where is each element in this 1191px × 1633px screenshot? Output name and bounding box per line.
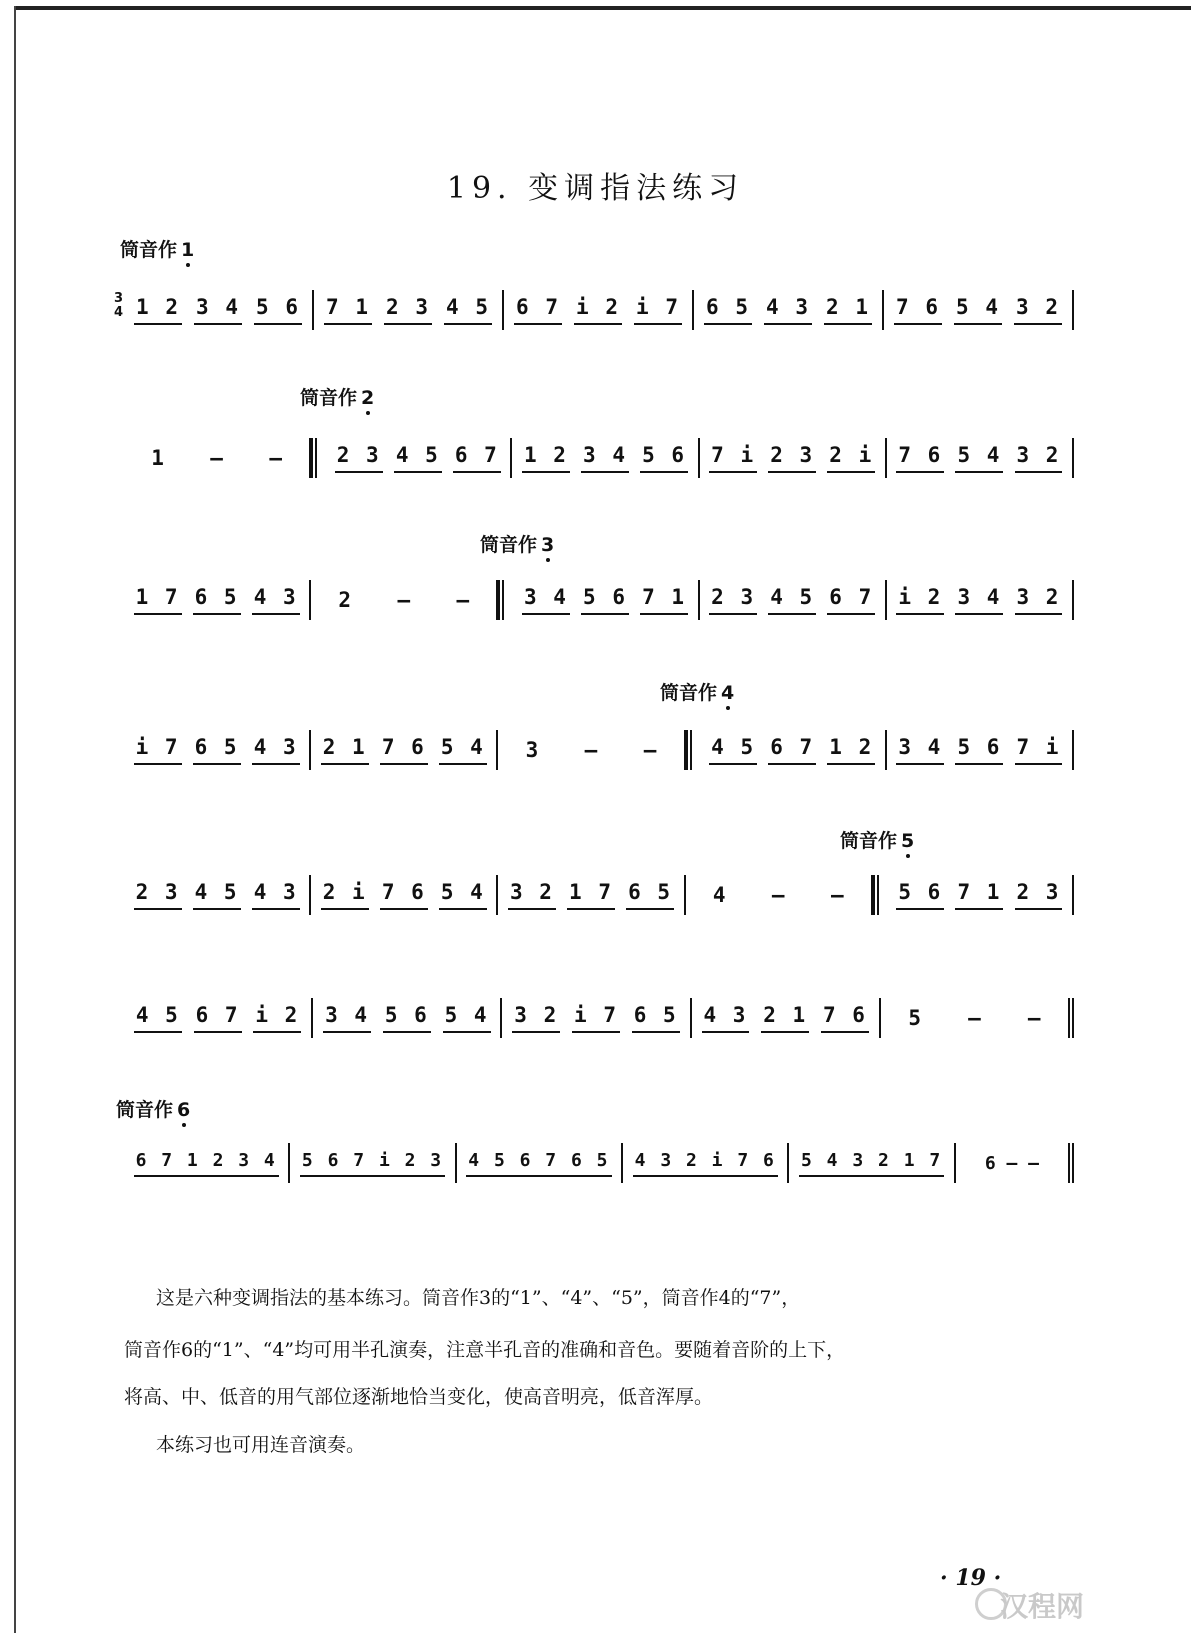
measure bbox=[512, 438, 699, 478]
note-group: i 2 bbox=[896, 585, 944, 615]
note-group: i 2 bbox=[574, 295, 622, 325]
key-number: 4 bbox=[721, 682, 735, 704]
measure bbox=[498, 580, 699, 620]
note-group: 3 4 bbox=[522, 585, 570, 615]
dash: — bbox=[968, 1006, 981, 1030]
note-group: 5 6 bbox=[640, 443, 688, 473]
note-group: i 7 bbox=[134, 735, 182, 765]
page-title: 19. 变调指法练习 bbox=[446, 171, 745, 206]
note-group: 6 5 bbox=[626, 880, 674, 910]
note-group: 4 5 bbox=[134, 1003, 182, 1033]
note-group: 4 5 bbox=[394, 443, 442, 473]
measure bbox=[124, 998, 313, 1038]
key-label-6 bbox=[116, 1095, 190, 1122]
note-group: i 2 bbox=[253, 1003, 301, 1033]
measure bbox=[502, 998, 691, 1038]
note-group: 2 3 bbox=[1015, 880, 1063, 910]
note-group: 4 3 bbox=[702, 1003, 750, 1033]
explanation-line-4: 本练习也可用连音演奏。 bbox=[156, 1434, 366, 1456]
measure bbox=[124, 438, 311, 478]
key-label-2 bbox=[300, 383, 374, 410]
note-group: 6 5 bbox=[193, 735, 241, 765]
dash: — bbox=[269, 446, 282, 470]
measure bbox=[311, 730, 498, 770]
dash: — bbox=[584, 738, 598, 762]
key-number: 1 bbox=[181, 239, 195, 261]
note-group: 4 3 bbox=[252, 585, 300, 615]
key-label-1 bbox=[120, 235, 194, 262]
measure bbox=[789, 1143, 955, 1183]
note-group: 1 2 bbox=[134, 295, 182, 325]
score-line-1 bbox=[114, 290, 1074, 346]
note-group: 5 4 bbox=[955, 443, 1003, 473]
note-group: 1 2 bbox=[827, 735, 875, 765]
key-label-5 bbox=[840, 826, 914, 853]
key-prefix: 筒音作 bbox=[480, 534, 538, 556]
measure bbox=[884, 290, 1074, 330]
note-group: 4 5 bbox=[709, 735, 757, 765]
measure bbox=[887, 438, 1074, 478]
measure bbox=[498, 875, 685, 915]
note-group: 2 1 bbox=[321, 735, 369, 765]
note-group: i 7 bbox=[572, 1003, 620, 1033]
key-prefix: 筒音作 bbox=[660, 682, 718, 704]
score-line-6 bbox=[124, 998, 1074, 1054]
score-line-4 bbox=[124, 730, 1074, 786]
page-number: · 19 · bbox=[940, 1565, 1002, 1591]
measure bbox=[700, 580, 887, 620]
measure bbox=[692, 998, 881, 1038]
note-group: 6 7 bbox=[768, 735, 816, 765]
measure bbox=[311, 438, 512, 478]
measure bbox=[694, 290, 884, 330]
note-group: 3 4 bbox=[323, 1003, 371, 1033]
note-group: 5 6 bbox=[581, 585, 629, 615]
measure-final bbox=[956, 1143, 1074, 1183]
note-group: 4 3 bbox=[252, 735, 300, 765]
watermark: 汉程网 bbox=[1000, 1590, 1085, 1623]
note: 1 bbox=[151, 446, 164, 470]
note-group: 7 6 bbox=[380, 880, 428, 910]
note-group: 5 4 bbox=[439, 880, 487, 910]
key-prefix: 筒音作 bbox=[116, 1099, 174, 1121]
note-group: 5 6 bbox=[955, 735, 1003, 765]
key-number: 5 bbox=[901, 830, 915, 852]
note: 5 bbox=[908, 1006, 921, 1030]
measure bbox=[124, 580, 311, 620]
key-prefix: 筒音作 bbox=[300, 387, 358, 409]
note-group: 4 3 2 i 7 6 bbox=[633, 1150, 778, 1177]
score-line-5 bbox=[124, 875, 1074, 931]
note-group: 6 7 bbox=[514, 295, 562, 325]
time-signature-bottom: 4 bbox=[114, 305, 124, 320]
measure bbox=[124, 730, 311, 770]
note-group: 2 1 bbox=[824, 295, 872, 325]
note-group: 1 7 bbox=[134, 585, 182, 615]
note-group: i 7 bbox=[634, 295, 682, 325]
note-group: 6 7 1 2 3 4 bbox=[134, 1150, 279, 1177]
note-group: 6 7 bbox=[194, 1003, 242, 1033]
note-group: 3 2 bbox=[1014, 295, 1062, 325]
note-group: 3 2 bbox=[508, 880, 556, 910]
note-group: 5 6 7 i 2 3 bbox=[300, 1150, 445, 1177]
measure bbox=[124, 290, 314, 330]
note-group: 7 6 bbox=[894, 295, 942, 325]
measure bbox=[873, 875, 1074, 915]
note-group: 1 7 bbox=[567, 880, 615, 910]
note-group: 5 6 bbox=[383, 1003, 431, 1033]
note-group: 2 3 bbox=[768, 443, 816, 473]
note-group: 5 4 bbox=[439, 735, 487, 765]
note-group: 3 2 bbox=[1015, 443, 1063, 473]
measure bbox=[311, 875, 498, 915]
note-group: 7 1 bbox=[324, 295, 372, 325]
note-group: 5 4 bbox=[954, 295, 1002, 325]
key-prefix: 筒音作 bbox=[840, 830, 898, 852]
note: 4 bbox=[712, 883, 726, 907]
key-label-3 bbox=[480, 530, 554, 557]
note-group: 7 6 bbox=[380, 735, 428, 765]
note: 2 bbox=[338, 588, 352, 612]
note-group: 2 i bbox=[321, 880, 369, 910]
note-group: 3 4 bbox=[955, 585, 1003, 615]
time-signature bbox=[114, 292, 123, 320]
key-number: 2 bbox=[361, 387, 375, 409]
note-group: 6 5 bbox=[632, 1003, 680, 1033]
key-number: 6 bbox=[177, 1099, 191, 1121]
note-group: 2 1 bbox=[761, 1003, 809, 1033]
note-group: 5 4 bbox=[443, 1003, 491, 1033]
dash: — bbox=[397, 588, 411, 612]
key-number: 3 bbox=[541, 534, 555, 556]
note-group: 2 3 bbox=[384, 295, 432, 325]
measure bbox=[887, 730, 1074, 770]
note-group: 2 3 bbox=[134, 880, 182, 910]
dash: — bbox=[643, 738, 657, 762]
measure bbox=[623, 1143, 789, 1183]
dash: — bbox=[830, 883, 844, 907]
note-group: 7 i bbox=[709, 443, 757, 473]
note-group: 7 1 bbox=[640, 585, 688, 615]
dash: — bbox=[1027, 1006, 1041, 1030]
note-group: 4 3 bbox=[764, 295, 812, 325]
note-group: 1 2 bbox=[522, 443, 570, 473]
dash: — bbox=[210, 446, 223, 470]
note-group: 7 i bbox=[1015, 735, 1063, 765]
measure bbox=[313, 998, 502, 1038]
note-group: 3 4 bbox=[581, 443, 629, 473]
note-group: 2 i bbox=[827, 443, 875, 473]
note-group: 4 5 bbox=[444, 295, 492, 325]
measure bbox=[290, 1143, 456, 1183]
note-group: 4 5 6 7 6 5 bbox=[466, 1150, 611, 1177]
measure bbox=[887, 580, 1074, 620]
score-line-7 bbox=[124, 1143, 1074, 1199]
note-group: 5 6 bbox=[254, 295, 302, 325]
measure bbox=[686, 875, 873, 915]
explanation-line-3: 将高、中、低音的用气部位逐渐地恰当变化，使高音明亮，低音浑厚。 bbox=[124, 1386, 714, 1408]
note-group: 2 3 bbox=[335, 443, 383, 473]
note-group: 3 2 bbox=[1015, 585, 1063, 615]
time-signature-top: 3 bbox=[114, 291, 124, 306]
note-group: 4 5 bbox=[768, 585, 816, 615]
note: 3 bbox=[525, 738, 539, 762]
note-group: 3 4 bbox=[194, 295, 242, 325]
measure bbox=[700, 438, 887, 478]
note-group: 7 1 bbox=[955, 880, 1003, 910]
note-group: 7 6 bbox=[896, 443, 944, 473]
measure bbox=[498, 730, 685, 770]
score-line-2 bbox=[124, 438, 1074, 494]
note-group: 6 7 bbox=[827, 585, 875, 615]
explanation-line-2: 筒音作6的“1”、“4”均可用半孔演奏，注意半孔音的准确和音色。要随着音阶的上下， bbox=[124, 1339, 846, 1361]
top-border-line bbox=[14, 6, 1191, 10]
key-prefix: 筒音作 bbox=[120, 239, 178, 261]
measure bbox=[457, 1143, 623, 1183]
note-group: 5 6 bbox=[896, 880, 944, 910]
note-group: 2 3 bbox=[709, 585, 757, 615]
note-group: 3 4 bbox=[896, 735, 944, 765]
note-group: 6 5 bbox=[193, 585, 241, 615]
note-group: 6 7 bbox=[453, 443, 501, 473]
explanation-line-1: 这是六种变调指法的基本练习。筒音作3的“1”、“4”、“5”，筒音作4的“7”， bbox=[156, 1287, 801, 1309]
measure bbox=[504, 290, 694, 330]
dash: — bbox=[771, 883, 785, 907]
dash: — bbox=[456, 588, 470, 612]
note-group: 4 3 bbox=[252, 880, 300, 910]
measure bbox=[686, 730, 887, 770]
measure bbox=[124, 875, 311, 915]
score-line-3 bbox=[124, 580, 1074, 636]
measure-final bbox=[881, 998, 1074, 1038]
note-group: 7 6 bbox=[821, 1003, 869, 1033]
measure bbox=[314, 290, 504, 330]
left-border-line bbox=[14, 6, 16, 1633]
key-label-4 bbox=[660, 678, 734, 705]
measure bbox=[124, 1143, 290, 1183]
note-group: 5 4 3 2 1 7 bbox=[799, 1150, 944, 1177]
note-group: 4 5 bbox=[193, 880, 241, 910]
measure bbox=[311, 580, 498, 620]
note-group: 6 5 bbox=[704, 295, 752, 325]
note: 6 — — bbox=[984, 1152, 1039, 1174]
note-group: 3 2 bbox=[512, 1003, 560, 1033]
